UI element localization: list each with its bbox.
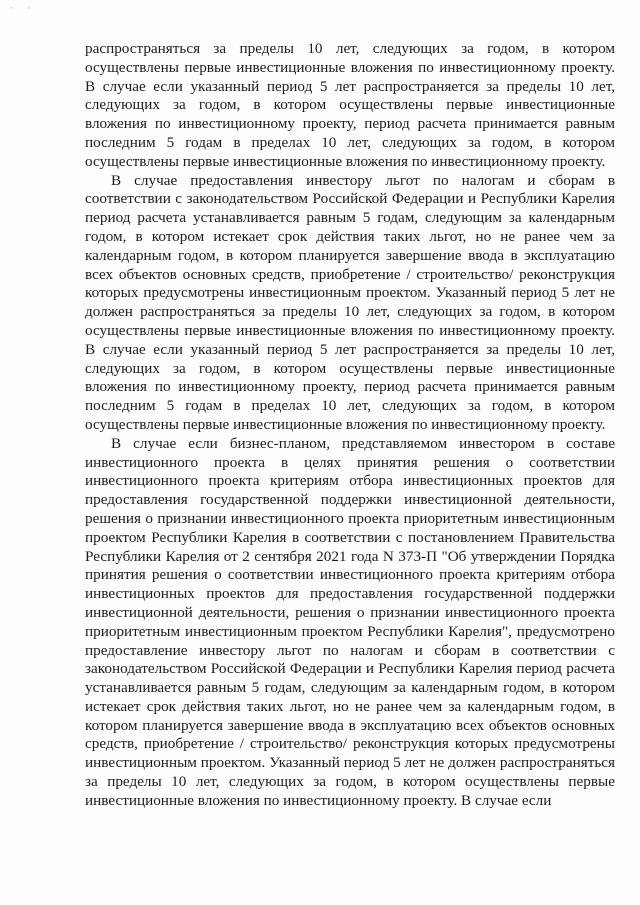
paragraph-continuation: распространяться за пределы 10 лет, следующих за годом, в котором осуществлены первые инвестиционные вложения по инвестиционному проекту. В случае если указанный период 5 лет распространяется за пределы 10 лет, следующих за годом, в котором осуществлены первые инвестиционные вложения по инвестиционному проекту, период расчета принимается равным последним 5 годам в пределах 10 лет, следующих за годом, в котором осуществлены первые инвестиционные вложения по инвестиционному проекту. — [85, 40, 615, 170]
scan-corner-mark: · · — [10, 4, 37, 14]
paragraph-business-plan: В случае если бизнес-планом, представляемом инвестором в составе инвестиционного проекта в целях принятия решения о соответствии инвестиционного проекта критериям отбора инвестиционных проектов для предоставления государственной поддержки инвестиционной деятельности, решения о признании инвестиционного проекта приоритетным инвестиционным проектом Республики Карелия в соответствии с постановлением Правительства Республики Карелия от 2 сентября 2021 года N 373-П "Об утверждении Порядка принятия решения о соответствии инвестиционного проекта критериям отбора инвестиционных проектов для предоставления государственной поддержки инвестиционной деятельности, решения о признании инвестиционного проекта приоритетным инвестиционным проектом Республики Карелия", предусмотрено предоставление инвестору льгот по налогам и сборам в соответствии с законодательством Российской Федерации и Республики Карелия период расчета устанавливается равным 5 годам, следующим за календарным годом, в котором истекает срок действия таких льгот, но не ранее чем за календарным годом, в котором планируется завершение ввода в эксплуатацию всех объектов основных средств, приобретение / строительство/ реконструкция которых предусмотрены инвестиционным проектом. Указанный период 5 лет не должен распространяться за пределы 10 лет, следующих за годом, в котором осуществлены первые инвестиционные вложения по инвестиционному проекту. В случае если — [85, 434, 615, 809]
paragraph-tax-benefits: В случае предоставления инвестору льгот по налогам и сборам в соответствии с законодательством Российской Федерации и Республики Карелия период расчета устанавливается равным 5 годам, следующим за календарным годом, в котором истекает срок действия таких льгот, но не ранее чем за календарным годом, в котором планируется завершение ввода в эксплуатацию всех объектов основных средств, приобретение / строительство/ реконструкция которых предусмотрены инвестиционным проектом. Указанный период 5 лет не должен распространяться за пределы 10 лет, следующих за годом, в котором осуществлены первые инвестиционные вложения по инвестиционному проекту. В случае если указанный период 5 лет распространяется за пределы 10 лет, следующих за годом, в котором осуществлены первые инвестиционные вложения по инвестиционному проекту, период расчета принимается равным последним 5 годам в пределах 10 лет, следующих за годом, в котором осуществлены первые инвестиционные вложения по инвестиционному проекту. — [85, 171, 615, 433]
document-body — [85, 40, 615, 811]
